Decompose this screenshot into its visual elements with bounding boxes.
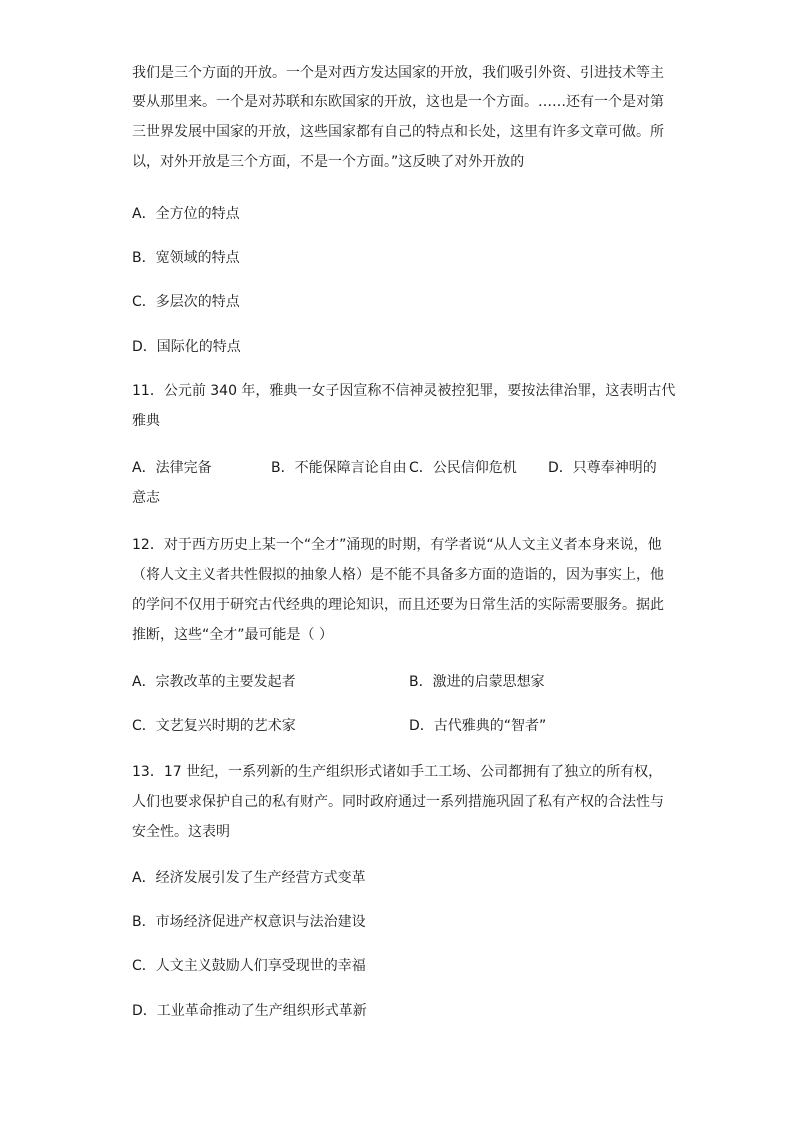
q12-option-b: B．激进的启蒙思想家 bbox=[409, 674, 545, 690]
q12-stem-line-4: 推断，这些“全才”最可能是（ ） bbox=[132, 627, 333, 643]
q11-option-b: B．不能保障言论自由 bbox=[271, 460, 407, 476]
q12-option-d: D．古代雅典的“智者” bbox=[409, 718, 547, 734]
intro-line-2: 要从那里来。一个是对苏联和东欧国家的开放，这也是一个方面。……还有一个是对第 bbox=[132, 94, 664, 110]
q12-stem-line-3: 的学问不仅用于研究古代经典的理论知识，而且还要为日常生活的实际需要服务。据此 bbox=[132, 597, 664, 613]
q13-option-c: C．人文主义鼓励人们享受现世的幸福 bbox=[132, 958, 366, 974]
q11-option-c: C．公民信仰危机 bbox=[409, 460, 517, 476]
q11-option-d-continued: 意志 bbox=[132, 490, 160, 506]
q11-stem-line-1: 11．公元前 340 年，雅典一女子因宣称不信神灵被控犯罪，要按法律治罪，这表明古代 bbox=[132, 383, 676, 399]
q12-stem-line-1: 12．对于西方历史上某一个“全才”涌现的时期，有学者说“从人文主义者本身来说，他 bbox=[132, 537, 662, 553]
q12-option-a: A．宗教改革的主要发起者 bbox=[132, 674, 296, 690]
q13-option-d: D．工业革命推动了生产组织形式革新 bbox=[132, 1003, 367, 1019]
intro-option-c: C．多层次的特点 bbox=[132, 294, 240, 310]
q11-stem-line-2: 雅典 bbox=[132, 413, 160, 429]
q13-stem-line-2: 人们也要求保护自己的私有财产。同时政府通过一系列措施巩固了私有产权的合法性与 bbox=[132, 794, 664, 810]
q11-option-a: A．法律完备 bbox=[132, 460, 212, 476]
q12-option-c: C．文艺复兴时期的艺术家 bbox=[132, 718, 296, 734]
intro-option-a: A．全方位的特点 bbox=[132, 206, 240, 222]
q12-stem-line-2: （将人文主义者共性假拟的抽象人格）是不能不具备多方面的造诣的，因为事实上，他 bbox=[132, 567, 664, 583]
intro-line-1: 我们是三个方面的开放。一个是对西方发达国家的开放，我们吸引外资、引进技术等主 bbox=[132, 65, 664, 81]
q13-option-a: A．经济发展引发了生产经营方式变革 bbox=[132, 870, 366, 886]
q13-stem-line-3: 安全性。这表明 bbox=[132, 824, 230, 840]
q13-option-b: B．市场经济促进产权意识与法治建设 bbox=[132, 914, 366, 930]
intro-line-3: 三世界发展中国家的开放，这些国家都有自己的特点和长处，这里有许多文章可做。所 bbox=[132, 124, 664, 140]
intro-option-d: D．国际化的特点 bbox=[132, 339, 241, 355]
q13-stem-line-1: 13．17 世纪，一系列新的生产组织形式诸如手工工场、公司都拥有了独立的所有权， bbox=[132, 764, 663, 780]
q11-option-d: D．只尊奉神明的 bbox=[548, 460, 657, 476]
intro-line-4: 以，对外开放是三个方面，不是一个方面。”这反映了对外开放的 bbox=[132, 154, 525, 170]
intro-option-b: B．宽领域的特点 bbox=[132, 250, 240, 266]
